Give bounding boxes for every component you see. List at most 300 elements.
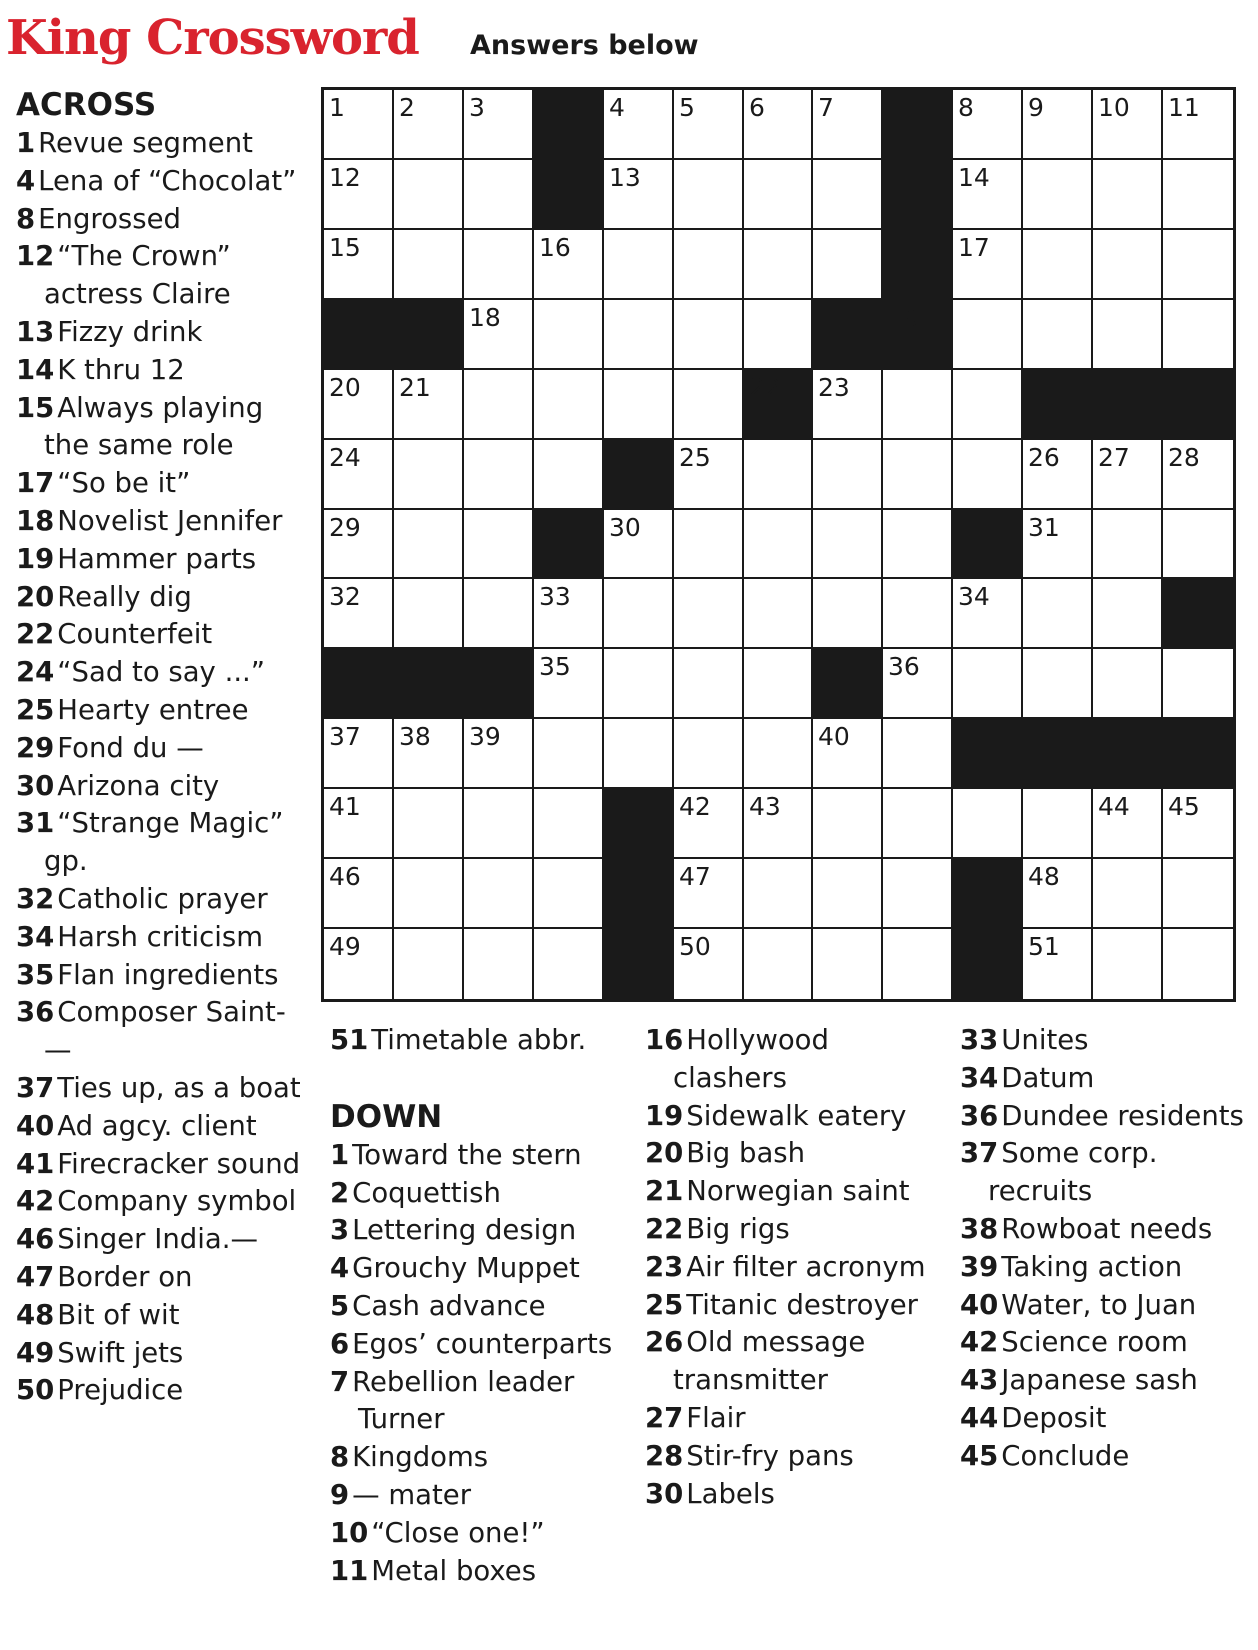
grid-cell[interactable] <box>1093 230 1163 300</box>
clue-number: 25 <box>16 693 55 726</box>
grid-cell[interactable] <box>1023 90 1093 160</box>
clue-number: 23 <box>645 1250 684 1283</box>
grid-cell[interactable] <box>883 929 953 999</box>
clue-text: Labels <box>686 1477 775 1510</box>
grid-cell[interactable] <box>744 510 813 579</box>
grid-cell[interactable] <box>1023 649 1093 719</box>
grid-cell[interactable] <box>883 579 953 649</box>
clue-number: 40 <box>16 1109 55 1142</box>
grid-cell[interactable] <box>464 370 534 440</box>
grid-cell[interactable] <box>604 579 674 649</box>
cell-number: 23 <box>818 373 850 402</box>
grid-cell[interactable] <box>604 230 674 300</box>
grid-cell[interactable] <box>1023 160 1093 230</box>
grid-cell[interactable] <box>1023 230 1093 300</box>
grid-cell[interactable] <box>674 859 744 929</box>
grid-cell[interactable] <box>324 719 394 789</box>
clue-text: Water, to Juan <box>1001 1288 1197 1321</box>
grid-cell[interactable] <box>534 440 604 510</box>
black-square <box>883 90 953 160</box>
grid-cell[interactable] <box>1023 929 1093 999</box>
cell-number: 22 <box>749 373 781 402</box>
grid-cell[interactable] <box>464 579 534 649</box>
grid-cell[interactable] <box>1163 859 1233 929</box>
grid-cell[interactable] <box>953 370 1023 440</box>
clue-number: 37 <box>16 1071 55 1104</box>
cell-number: 42 <box>679 792 711 821</box>
clue-text: “The Crown” actress Claire <box>44 240 231 311</box>
cell-number: 46 <box>329 862 361 891</box>
clue-number: 8 <box>330 1441 350 1474</box>
clue-number: 8 <box>16 202 36 235</box>
clue-text: Toward the stern <box>352 1138 582 1171</box>
clue-number: 6 <box>330 1327 350 1360</box>
cell-number: 6 <box>749 93 765 122</box>
clue-number: 4 <box>16 164 36 197</box>
grid-cell[interactable] <box>744 719 813 789</box>
clue-number: 49 <box>16 1336 55 1369</box>
grid-cell[interactable] <box>534 579 604 649</box>
down-clue <box>960 1098 1250 1136</box>
grid-cell[interactable] <box>674 370 744 440</box>
cell-number: 35 <box>539 652 571 681</box>
down-clue <box>960 1287 1250 1325</box>
grid-cell[interactable] <box>813 510 883 579</box>
grid-cell[interactable] <box>1093 649 1163 719</box>
cell-number: 27 <box>1098 443 1130 472</box>
across-clue <box>16 1108 308 1146</box>
grid-cell[interactable] <box>1093 579 1163 649</box>
clue-number: 14 <box>16 353 55 386</box>
clue-text: Titanic destroyer <box>686 1288 918 1321</box>
grid-cell[interactable] <box>324 370 394 440</box>
grid-cell[interactable] <box>953 579 1023 649</box>
grid-cell[interactable] <box>674 579 744 649</box>
grid-cell[interactable] <box>324 230 394 300</box>
grid-cell[interactable] <box>883 440 953 510</box>
clue-text: Science room <box>1001 1326 1188 1359</box>
clue-number: 19 <box>16 542 55 575</box>
clue-number: 50 <box>16 1374 55 1407</box>
cell-number: 41 <box>329 792 361 821</box>
clue-text: “Close one!” <box>371 1516 545 1549</box>
down-clue <box>645 1098 945 1136</box>
clue-text: Revue segment <box>38 127 253 159</box>
cell-number: 12 <box>329 163 361 192</box>
grid-cell[interactable] <box>1163 789 1233 859</box>
grid-cell[interactable] <box>1023 510 1093 579</box>
cell-number: 20 <box>329 373 361 402</box>
grid-cell[interactable] <box>464 300 534 370</box>
grid-cell[interactable] <box>744 90 813 160</box>
down-clue <box>960 1249 1250 1287</box>
down-clue <box>330 1326 630 1364</box>
grid-cell[interactable] <box>744 579 813 649</box>
grid-cell[interactable] <box>1023 789 1093 859</box>
clue-text: Composer Saint- — <box>44 996 286 1067</box>
grid-cell[interactable] <box>464 90 534 160</box>
cell-number: 40 <box>818 722 850 751</box>
grid-cell[interactable] <box>534 370 604 440</box>
clue-text: Always playing the same role <box>44 391 264 462</box>
grid-cell[interactable] <box>813 160 883 230</box>
grid-cell[interactable] <box>604 90 674 160</box>
grid-cell[interactable] <box>394 719 464 789</box>
grid-cell[interactable] <box>604 719 674 789</box>
grid-cell[interactable] <box>1163 230 1233 300</box>
grid-cell[interactable] <box>883 789 953 859</box>
across-clue <box>16 881 308 919</box>
black-square <box>953 929 1023 999</box>
cell-number: 28 <box>1168 443 1200 472</box>
across-clue <box>16 541 308 579</box>
clue-text: Sidewalk eatery <box>686 1099 907 1132</box>
down-clue <box>645 1287 945 1325</box>
clue-text: Egos’ counterparts <box>352 1327 613 1360</box>
clue-text: Flair <box>686 1401 746 1434</box>
grid-cell[interactable] <box>674 160 744 230</box>
clue-number: 4 <box>330 1252 350 1285</box>
cell-number: 39 <box>469 722 501 751</box>
grid-cell[interactable] <box>953 160 1023 230</box>
black-square <box>813 300 883 370</box>
grid-cell[interactable] <box>464 789 534 859</box>
black-square <box>1093 370 1163 440</box>
grid-cell[interactable] <box>1093 929 1163 999</box>
grid-cell[interactable] <box>744 300 813 370</box>
grid-cell[interactable] <box>953 789 1023 859</box>
across-clue <box>16 654 308 692</box>
down-clue <box>960 1324 1250 1362</box>
clue-number: 42 <box>960 1326 999 1359</box>
grid-cell[interactable] <box>1093 510 1163 579</box>
grid-cell[interactable] <box>674 300 744 370</box>
clue-text: Counterfeit <box>57 618 213 651</box>
cell-number: 13 <box>609 163 641 192</box>
grid-cell[interactable] <box>534 300 604 370</box>
black-square <box>464 649 534 719</box>
grid-cell[interactable] <box>1163 649 1233 719</box>
clue-text: Firecracker sound <box>57 1147 301 1180</box>
cell-number: 51 <box>1028 932 1060 961</box>
clue-number: 44 <box>960 1401 999 1434</box>
grid-cell[interactable] <box>953 300 1023 370</box>
across-clue <box>16 125 308 163</box>
grid-cell[interactable] <box>324 440 394 510</box>
clue-text: Engrossed <box>38 202 181 235</box>
grid-cell[interactable] <box>744 789 813 859</box>
grid-cell[interactable] <box>394 160 464 230</box>
clue-number: 36 <box>960 1099 999 1132</box>
cell-number: 30 <box>609 513 641 542</box>
grid-cell[interactable] <box>813 789 883 859</box>
across-clue <box>16 201 308 239</box>
clue-text: Border on <box>57 1260 193 1293</box>
grid-cell[interactable] <box>674 230 744 300</box>
clue-number: 20 <box>16 580 55 613</box>
across-clue <box>16 1335 308 1373</box>
grid-cell[interactable] <box>813 440 883 510</box>
clue-text: Rebellion leader Turner <box>352 1365 575 1436</box>
grid-cell[interactable] <box>744 649 813 719</box>
grid-cell[interactable] <box>534 649 604 719</box>
grid-cell[interactable] <box>464 160 534 230</box>
clue-number: 22 <box>645 1212 684 1245</box>
down-clue <box>330 1175 630 1213</box>
grid-cell[interactable] <box>1093 789 1163 859</box>
clue-number: 37 <box>960 1137 999 1170</box>
black-square <box>324 300 394 370</box>
grid-cell[interactable] <box>394 579 464 649</box>
down-clue <box>645 1476 945 1514</box>
grid-cell[interactable] <box>534 789 604 859</box>
clue-text: Dundee residents <box>1001 1099 1244 1132</box>
grid-cell[interactable] <box>464 929 534 999</box>
cell-number: 50 <box>679 932 711 961</box>
grid-cell[interactable] <box>813 230 883 300</box>
grid-cell[interactable] <box>1023 579 1093 649</box>
grid-cell[interactable] <box>394 859 464 929</box>
grid-cell[interactable] <box>604 510 674 579</box>
grid-cell[interactable] <box>953 440 1023 510</box>
across-clue <box>16 730 308 768</box>
grid-cell[interactable] <box>744 859 813 929</box>
grid-cell[interactable] <box>674 649 744 719</box>
across-heading: ACROSS <box>16 87 157 123</box>
cell-number: 2 <box>399 93 415 122</box>
cell-number: 3 <box>469 93 485 122</box>
grid-cell[interactable] <box>813 859 883 929</box>
cell-number: 9 <box>1028 93 1044 122</box>
cell-number: 29 <box>329 513 361 542</box>
clue-text: Stir-fry pans <box>686 1439 854 1472</box>
clue-number: 10 <box>330 1516 369 1549</box>
black-square <box>534 90 604 160</box>
clue-number: 29 <box>16 731 55 764</box>
down-clue <box>645 1173 945 1211</box>
grid-cell[interactable] <box>813 370 883 440</box>
black-square <box>883 230 953 300</box>
grid-cell[interactable] <box>674 440 744 510</box>
cell-number: 5 <box>679 93 695 122</box>
cell-number: 24 <box>329 443 361 472</box>
clue-number: 3 <box>330 1214 350 1247</box>
grid-cell[interactable] <box>604 160 674 230</box>
grid-cell[interactable] <box>394 510 464 579</box>
grid-cell[interactable] <box>953 90 1023 160</box>
clue-number: 21 <box>645 1175 684 1208</box>
cell-number: 43 <box>749 792 781 821</box>
grid-cell[interactable] <box>1023 859 1093 929</box>
grid-cell[interactable] <box>744 440 813 510</box>
answers-note: Answers below <box>470 30 699 61</box>
grid-cell[interactable] <box>1163 300 1233 370</box>
clue-text: Air filter acronym <box>686 1250 926 1283</box>
clue-number: 34 <box>16 920 55 953</box>
clue-number: 47 <box>16 1260 55 1293</box>
across-clue <box>16 163 308 201</box>
down-clue <box>645 1324 945 1400</box>
clue-text: Norwegian saint <box>686 1175 910 1208</box>
cell-number: 33 <box>539 582 571 611</box>
clue-number: 20 <box>645 1137 684 1170</box>
cell-number: 34 <box>958 582 990 611</box>
clue-number: 43 <box>960 1364 999 1397</box>
clue-text: Really dig <box>57 580 192 613</box>
grid-cell[interactable] <box>744 230 813 300</box>
grid-cell[interactable] <box>1163 160 1233 230</box>
clue-number: 12 <box>16 240 55 273</box>
clue-number: 16 <box>645 1024 684 1056</box>
down-heading: DOWN <box>330 1098 443 1135</box>
cell-number: 37 <box>329 722 361 751</box>
grid-cell[interactable] <box>464 510 534 579</box>
grid-cell[interactable] <box>813 90 883 160</box>
clue-text: “Strange Magic” gp. <box>44 807 284 878</box>
grid-cell[interactable] <box>744 160 813 230</box>
down-clue <box>645 1438 945 1476</box>
grid-cell[interactable] <box>883 719 953 789</box>
grid-cell[interactable] <box>464 719 534 789</box>
grid-cell[interactable] <box>394 929 464 999</box>
grid-cell[interactable] <box>324 859 394 929</box>
cell-number: 38 <box>399 722 431 751</box>
grid-cell[interactable] <box>464 230 534 300</box>
black-square <box>953 859 1023 929</box>
grid-cell[interactable] <box>674 90 744 160</box>
clue-number: 15 <box>16 391 55 424</box>
grid-cell[interactable] <box>1093 300 1163 370</box>
clue-text: Japanese sash <box>1001 1364 1198 1397</box>
clue-number: 38 <box>960 1212 999 1245</box>
down-clue <box>330 1364 630 1440</box>
black-square <box>604 859 674 929</box>
down-clue <box>645 1249 945 1287</box>
across-clue <box>16 1221 308 1259</box>
black-square <box>324 649 394 719</box>
grid-cell[interactable] <box>324 929 394 999</box>
clue-number: 51 <box>330 1024 369 1056</box>
grid-cell[interactable] <box>813 929 883 999</box>
across-clue <box>330 1022 630 1060</box>
clue-text: Company symbol <box>57 1185 297 1218</box>
grid-cell[interactable] <box>813 579 883 649</box>
across-clue <box>16 465 308 503</box>
clue-number: 11 <box>330 1554 369 1587</box>
grid-cell[interactable] <box>883 859 953 929</box>
grid-cell[interactable] <box>604 300 674 370</box>
down-clue <box>645 1022 945 1098</box>
crossword-grid <box>321 87 1236 1002</box>
clue-text: Arizona city <box>57 769 220 802</box>
grid-cell[interactable] <box>534 230 604 300</box>
grid-cell[interactable] <box>813 719 883 789</box>
clue-number: 24 <box>16 656 55 689</box>
clue-text: Harsh criticism <box>57 920 263 953</box>
grid-cell[interactable] <box>953 649 1023 719</box>
grid-cell[interactable] <box>674 929 744 999</box>
clue-number: 22 <box>16 618 55 651</box>
clue-text: Catholic prayer <box>57 882 268 915</box>
grid-cell[interactable] <box>1093 859 1163 929</box>
clue-text: Swift jets <box>57 1336 184 1369</box>
black-square <box>604 929 674 999</box>
down-clue <box>330 1212 630 1250</box>
clue-number: 1 <box>330 1138 350 1171</box>
grid-cell[interactable] <box>674 719 744 789</box>
grid-cell[interactable] <box>883 370 953 440</box>
down-clue <box>330 1288 630 1326</box>
grid-cell[interactable] <box>464 440 534 510</box>
down-clue <box>645 1211 945 1249</box>
grid-cell[interactable] <box>394 440 464 510</box>
grid-cell[interactable] <box>674 510 744 579</box>
down-clue <box>645 1400 945 1438</box>
clue-number: 9 <box>330 1478 350 1511</box>
across-clue <box>16 314 308 352</box>
grid-cell[interactable] <box>883 510 953 579</box>
cell-number: 45 <box>1168 792 1200 821</box>
across-clue <box>16 1183 308 1221</box>
grid-cell[interactable] <box>1093 160 1163 230</box>
grid-cell[interactable] <box>1093 90 1163 160</box>
down-clue <box>330 1477 630 1515</box>
grid-cell[interactable] <box>464 859 534 929</box>
grid-cell[interactable] <box>324 90 394 160</box>
clue-text: Metal boxes <box>371 1554 537 1587</box>
grid-cell[interactable] <box>604 370 674 440</box>
grid-cell[interactable] <box>324 160 394 230</box>
black-square <box>534 510 604 579</box>
clue-text: Timetable abbr. <box>371 1024 587 1056</box>
grid-cell[interactable] <box>1023 440 1093 510</box>
down-clue <box>960 1022 1250 1060</box>
grid-cell[interactable] <box>324 789 394 859</box>
clue-text: — mater <box>352 1478 472 1511</box>
grid-cell[interactable] <box>1093 440 1163 510</box>
grid-cell[interactable] <box>1163 90 1233 160</box>
across-clue <box>16 238 308 314</box>
grid-cell[interactable] <box>324 510 394 579</box>
grid-cell[interactable] <box>534 929 604 999</box>
grid-cell[interactable] <box>394 370 464 440</box>
grid-cell[interactable] <box>1163 929 1233 999</box>
clue-text: Conclude <box>1001 1439 1130 1472</box>
grid-cell[interactable] <box>604 649 674 719</box>
grid-cell[interactable] <box>534 719 604 789</box>
grid-cell[interactable] <box>953 230 1023 300</box>
clue-number: 31 <box>16 807 55 840</box>
grid-cell[interactable] <box>394 230 464 300</box>
clue-text: Grouchy Muppet <box>352 1252 580 1285</box>
grid-cell[interactable] <box>744 929 813 999</box>
clue-text: Rowboat needs <box>1001 1212 1213 1245</box>
grid-cell[interactable] <box>1023 300 1093 370</box>
grid-cell[interactable] <box>674 789 744 859</box>
grid-cell[interactable] <box>394 789 464 859</box>
grid-cell[interactable] <box>394 90 464 160</box>
clue-number: 35 <box>16 958 55 991</box>
grid-cell[interactable] <box>324 579 394 649</box>
grid-cell[interactable] <box>883 649 953 719</box>
grid-cell[interactable] <box>1163 510 1233 579</box>
grid-cell[interactable] <box>534 859 604 929</box>
grid-cell[interactable] <box>1163 440 1233 510</box>
cell-number: 19 <box>888 303 920 332</box>
clue-text: Big rigs <box>686 1212 790 1245</box>
black-square <box>953 719 1023 789</box>
black-square <box>534 160 604 230</box>
